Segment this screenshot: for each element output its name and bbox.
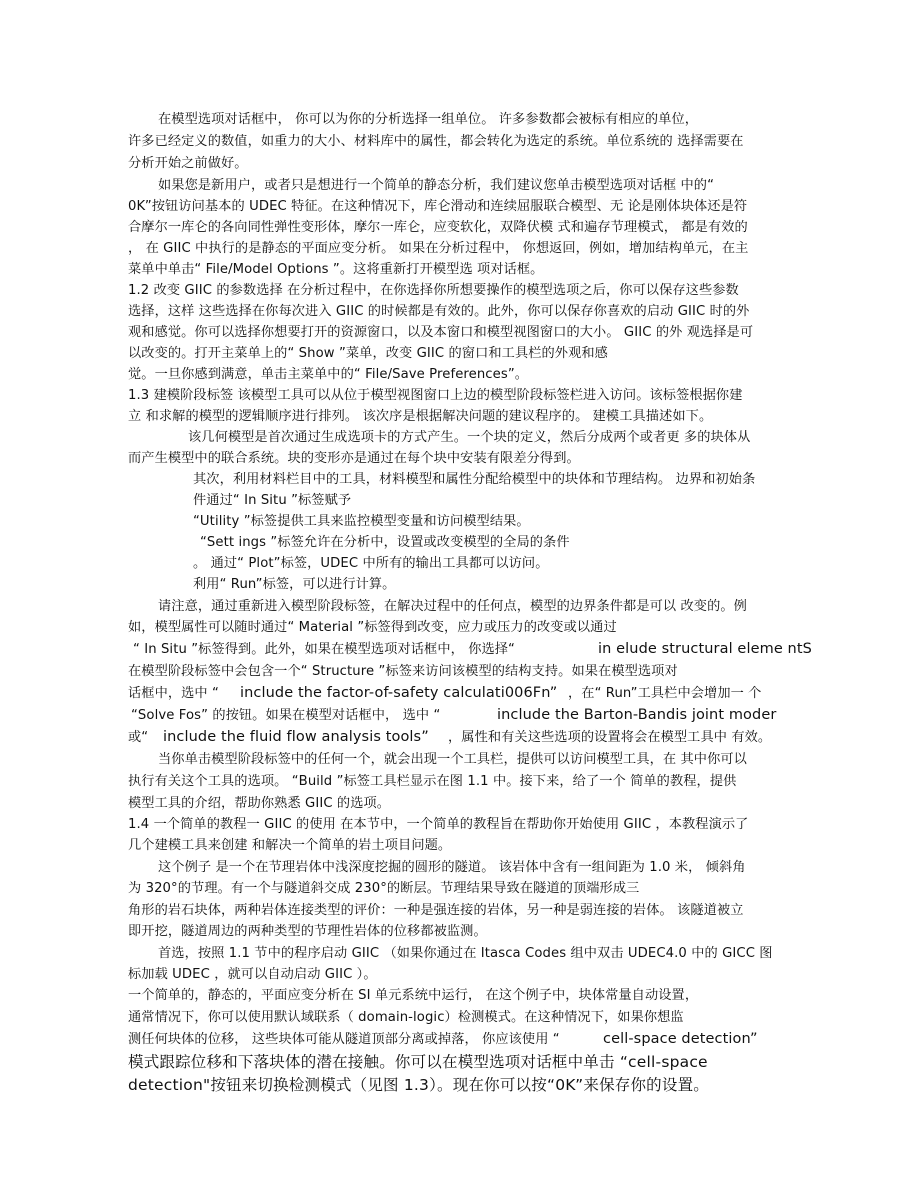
text-line: 为 320°的节理。有一个与隧道斜交成 230°的断层。节理结果导致在隧道的顶端形成三: [128, 881, 640, 896]
text-line: 模式跟踪位移和下落块体的潜在接触。你可以在模型选项对话框中单击 “cell-space: [128, 1053, 708, 1071]
text-line: 许多已经定义的数值，如重力的大小、材料库中的属性，都会转化为选定的系统。单位系统的 选择需要在: [128, 134, 744, 149]
text-line: 或“: [128, 730, 149, 745]
text-line: 角形的岩石块体，两种岩体连接类型的评价：一种是强连接的岩体，另一种是弱连接的岩体。 该隧道被立: [128, 903, 744, 918]
text-line: 测任何块体的位移， 这些块体可能从隧道顶部分离或掉落， 你应该使用 “: [128, 1032, 560, 1047]
text-line: 通常情况下，你可以使用默认域联系（ domain-logic）检测模式。在这种情况下，如果你想监: [128, 1010, 684, 1025]
text-line: 立 和求解的模型的逻辑顺序进行排列。 该次序是根据解决问题的建议程序的。 建模工具描述如下。: [128, 409, 713, 424]
text-line: 而产生模型中的联合系统。块的变形亦是通过在每个块中安装有限差分得到。: [128, 451, 580, 466]
text-line: 利用“ Run”标签，可以进行计算。: [193, 577, 396, 592]
text-line: include the factor-of-safety calculati006Fn”: [240, 685, 558, 701]
text-line: 如，模型属性可以随时通过“ Material ”标签得到改变，应力或压力的改变或以通过: [128, 620, 617, 635]
text-line: “Solve Fos” 的按钮。如果在模型对话框中， 选中 “: [131, 708, 441, 723]
text-line: “Sett ings ”标签允许在分析中，设置或改变模型的全局的条件: [200, 535, 570, 550]
text-line: 标加载 UDEC ，就可以自动启动 GIIC ）。: [128, 967, 377, 982]
text-line: 一个简单的，静态的，平面应变分析在 SI 单元系统中运行， 在这个例子中，块体常量自动设置，: [128, 988, 699, 1003]
text-line: cell-space detection”: [603, 1031, 758, 1047]
text-line: 几个建模工具来创建 和解决一个简单的岩土项目问题。: [128, 838, 452, 853]
text-line: “ In Situ ”标签得到。此外，如果在模型选项对话框中， 你选择“: [133, 642, 515, 657]
text-line: 当你单击模型阶段标签中的任何一个，就会出现一个工具栏，提供可以访问模型工具，在 其中你可以: [158, 752, 747, 767]
text-line: 件通过“ In Situ ”标签赋予: [193, 493, 352, 508]
text-line: 其次，利用材料栏目中的工具，材料模型和属性分配给模型中的块体和节理结构。 边界和初始条: [193, 472, 756, 487]
text-line: 模型工具的介绍，帮助你熟悉 GIIC 的选项。: [128, 796, 391, 811]
text-line: 如果您是新用户，或者只是想进行一个简单的静态分析，我们建议您单击模型选项对话框 中的“: [158, 178, 715, 193]
text-line: detection"按钮来切换检测模式（见图 1.3）。现在你可以按“0K”来保存你的设置。: [128, 1076, 709, 1094]
text-line: 在模型阶段标签中会包含一个“ Structure ”标签来访问该模型的结构支持。如果在模型选项对: [128, 664, 678, 679]
text-line: “Utility ”标签提供工具来监控模型变量和访问模型结果。: [193, 514, 530, 529]
text-line: 执行有关这个工具的选项。 “Build ”标签工具栏显示在图 1.1 中。接下来，给了一个 简单的教程，提供: [128, 774, 737, 789]
section-heading-1-4: 1.4 一个简单的教程一 GIIC 的使用 在本节中，一个简单的教程旨在帮助你开始使用 GIIC ，本教程演示了: [128, 817, 749, 832]
text-line: ， 在 GIIC 中执行的是静态的平面应变分析。 如果在分析过程中， 你想返回，例如，增加结构单元，在主: [128, 241, 749, 256]
section-heading-1-3: 1.3 建模阶段标签 该模型工具可以从位于模型视图窗口上边的模型阶段标签栏进入访问。该标签根据你建: [128, 388, 743, 403]
text-line: 觉。一旦你感到满意，单击主菜单中的“ File/Save Preferences”。: [128, 367, 529, 382]
text-line: 分析开始之前做好。: [128, 156, 248, 171]
text-line: 该几何模型是首次通过生成选项卡的方式产生。一个块的定义，然后分成两个或者更 多的块体从: [188, 430, 751, 445]
text-line: 菜单中单击“ File/Model Options ”。这将重新打开模型选 项对话框。: [128, 262, 544, 277]
text-line: 选择，这样 这些选择在你每次进入 GIIC 的时候都是有效的。此外，你可以保存你喜欢的启动 GIIC 时的外: [128, 304, 750, 319]
text-line: 即开挖，隧道周边的两种类型的节理性岩体的位移都被监测。: [128, 924, 487, 939]
text-line: ，属性和有关这些选项的设置将会在模型工具中 有效。: [448, 730, 772, 745]
text-line: 观和感觉。你可以选择你想要打开的资源窗口，以及本窗口和模型视图窗口的大小。 GIIC 的外 观选择是可: [128, 325, 754, 340]
text-line: include the Barton-Bandis joint moder: [497, 707, 777, 723]
text-line: 0K”按钮访问基本的 UDEC 特征。在这种情况下，库仑滑动和连续屈服联合模型、无 论是刚体块体还是符: [128, 199, 748, 214]
text-line: include the fluid flow analysis tools”: [163, 729, 429, 745]
text-line: 合摩尔一库仑的各向同性弹性变形体，摩尔一库仑，应变软化，双降伏模 式和遍存节理模式， 都是有效的: [128, 220, 748, 235]
section-heading-1-2: 1.2 改变 GIIC 的参数选择 在分析过程中，在你选择你所想要操作的模型选项之后，你可以保存这些参数: [128, 283, 739, 298]
text-line: ，在“ Run”工具栏中会增加一 个: [568, 686, 762, 701]
text-line: 以改变的。打开主菜单上的“ Show ”菜单，改变 GIIC 的窗口和工具栏的外观和感: [128, 346, 608, 361]
text-line: 。 通过“ Plot”标签，UDEC 中所有的输出工具都可以访问。: [193, 556, 549, 571]
text-line: 首选，按照 1.1 节中的程序启动 GIIC （如果你通过在 Itasca Codes 组中双击 UDEC4.0 中的 GICC 图: [158, 946, 773, 961]
text-line: 话框中，选中 “: [128, 686, 219, 701]
text-line: 在模型选项对话框中， 你可以为你的分析选择一组单位。 许多参数都会被标有相应的单位，: [158, 112, 699, 127]
text-line: 请注意，通过重新进入模型阶段标签，在解决过程中的任何点，模型的边界条件都是可以 改变的。例: [158, 599, 747, 614]
text-line: 这个例子 是一个在节理岩体中浅深度挖掘的圆形的隧道。 该岩体中含有一组间距为 1.0 米， 倾斜角: [158, 860, 746, 875]
text-line: in elude structural eleme ntS: [598, 641, 812, 657]
